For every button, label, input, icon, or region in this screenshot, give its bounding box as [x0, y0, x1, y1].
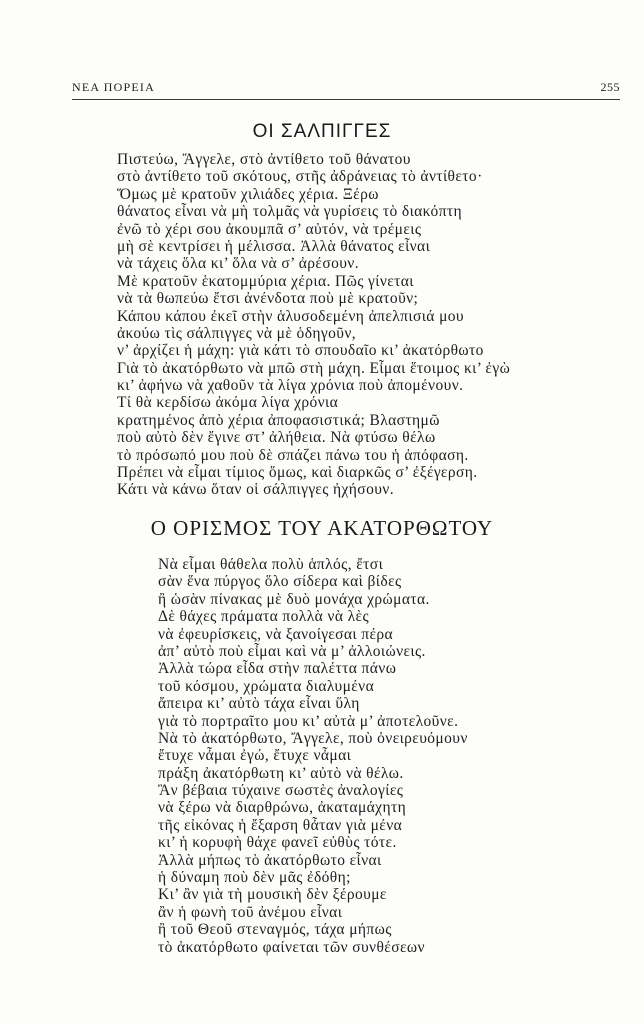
- poem-line: ἄπειρα κι’ αὐτὸ τάχα εἶναι ὕλη: [158, 695, 360, 713]
- poem-line: ποὺ αὐτὸ δὲν ἔγινε στ’ ἀλήθεια. Νὰ φτύσω θέλω: [117, 429, 436, 447]
- poem-line: ἢ τοῦ Θεοῦ στεναγμός, τάχα μήπως: [158, 921, 392, 939]
- page-number: 255: [600, 80, 620, 94]
- poem-line: Νὰ τὸ ἀκατόρθωτο, Ἄγγελε, ποὺ ὀνειρευόμουν: [158, 729, 468, 747]
- poem-line: Ἀλλὰ μήπως τὸ ἀκατόρθωτο εἶναι: [158, 851, 382, 869]
- poem-line: Πιστεύω, Ἄγγελε, στὸ ἀντίθετο τοῦ θάνατου: [117, 151, 411, 168]
- poem-line: Νὰ εἶμαι θάθελα πολὺ ἁπλός, ἔτσι: [158, 556, 384, 573]
- poem-line: Κάτι νὰ κάνω ὅταν οἱ σάλπιγγες ἠχήσουν.: [117, 481, 394, 499]
- poem-line: στὸ ἀντίθετο τοῦ σκότους, στῆς ἀδράνειας τὸ ἀντίθετο·: [117, 168, 483, 186]
- poem-line: Γιὰ τὸ ἀκατόρθωτο νὰ μπῶ στὴ μάχη. Εἶμαι ἕτοιμος κι’ ἐγὼ: [117, 359, 511, 377]
- poem-body: [158, 556, 468, 956]
- poem-line: ἡ δύναμη ποὺ δὲν μᾶς ἐδόθη;: [158, 869, 351, 887]
- poem-line: Ἂν βέβαια τύχαινε σωστὲς ἀναλογίες: [158, 782, 404, 800]
- poem-line: Πρέπει νὰ εἶμαι τίμιος ὅμως, καὶ διαρκῶς σ’ ἐξέγερση.: [117, 464, 478, 482]
- poem-line: ἢ ὡσὰν πίνακας μὲ δυὸ μονάχα χρώματα.: [158, 590, 430, 608]
- poem-line: Ὅμως μὲ κρατοῦν χιλιάδες χέρια. Ξέρω: [117, 185, 379, 203]
- poem-line: Κάπου κάπου ἐκεῖ στὴν ἁλυσοδεμένη ἀπελπισιά μου: [117, 307, 465, 325]
- poem-line: ν’ ἀρχίζει ἡ μάχη: γιὰ κάτι τὸ σπουδαῖο κι’ ἀκατόρθωτο: [117, 342, 484, 360]
- poem-line: ἂν ἡ φωνὴ τοῦ ἀνέμου εἶναι: [158, 903, 343, 921]
- poem-line: θάνατος εἶναι νὰ μὴ τολμᾶς νὰ γυρίσεις τὸ διακόπτη: [117, 203, 463, 221]
- poem-line: τὸ πρόσωπό μου ποὺ δὲ σπάζει πάνω του ἡ ἀπόφαση.: [117, 446, 469, 464]
- poem-line: Ἀλλὰ τώρα εἶδα στὴν παλέττα πάνω: [158, 660, 397, 678]
- poem-line: τὸ ἀκατόρθωτο φαίνεται τῶν συνθέσεων: [158, 938, 425, 956]
- poem-line: νὰ τάχεις ὅλα κι’ ὅλα νὰ σ’ ἀρέσουν.: [117, 255, 359, 273]
- poem-line: τῆς εἰκόνας ἡ ἔξαρση θἆταν γιὰ μένα: [158, 816, 403, 834]
- poem-line: Τί θὰ κερδίσω ἀκόμα λίγα χρόνια: [117, 394, 339, 412]
- running-head-journal-title: ΝΕΑ ΠΟΡΕΙΑ: [72, 80, 155, 94]
- poem-line: ἀπ’ αὐτὸ ποὺ εἶμαι καὶ νὰ μ’ ἀλλοιώνεις.: [158, 642, 426, 660]
- poem-line: νὰ ἐφευρίσκεις, νὰ ξανοίγεσαι πέρα: [158, 625, 394, 643]
- poem-line: ἔτυχε νἆμαι ἐγώ, ἔτυχε νἆμαι: [158, 747, 352, 765]
- poem-line: Μὲ κρατοῦν ἑκατομμύρια χέρια. Πῶς γίνεται: [117, 272, 414, 290]
- poem-line: κρατημένος ἀπὸ χέρια ἀποφασιστικά; Βλαστημῶ: [117, 411, 440, 429]
- poem-line: γιὰ τὸ πορτραῖτο μου κι’ αὐτὰ μ’ ἀποτελοῦνε.: [158, 712, 459, 730]
- poem-line: σὰν ἕνα πύργος ὅλο σίδερα καὶ βίδες: [158, 573, 402, 591]
- poem-title: ΟΙ ΣΑΛΠΙΓΓΕΣ: [252, 121, 392, 142]
- header-rule: [72, 99, 620, 100]
- poem-line: νὰ τὰ θωπεύω ἔτσι ἀνένδοτα ποὺ μὲ κρατοῦν;: [117, 290, 419, 308]
- poem-line: ἐνῶ τὸ χέρι σου ἀκουμπᾶ σ’ αὐτόν, νὰ τρέμεις: [117, 220, 422, 238]
- poem-line: νὰ ξέρω νὰ διαρθρώνω, ἀκαταμάχητη: [158, 799, 407, 817]
- poem-title: Ο ΟΡΙΣΜΟΣ ΤΟΥ ΑΚΑΤΟΡΘΩΤΟΥ: [150, 516, 494, 540]
- poem-line: πράξη ἀκατόρθωτη κι’ αὐτὸ νὰ θέλω.: [158, 764, 404, 782]
- poem-line: μὴ σὲ κεντρίσει ἡ μέλισσα. Ἀλλὰ θάνατος εἶναι: [117, 237, 431, 255]
- poem-body: [117, 151, 510, 499]
- poem-line: Δὲ θάχες πράματα πολλὰ νὰ λὲς: [158, 608, 370, 626]
- poem-line: Κι’ ἂν γιὰ τὴ μουσικὴ δὲν ξέρουμε: [158, 886, 387, 904]
- poem-line: κι’ ἡ κορυφὴ θάχε φανεῖ εὐθὺς τότε.: [158, 834, 397, 852]
- poem-line: κι’ ἀφήνω νὰ χαθοῦν τὰ λίγα χρόνια ποὺ ἀπομένουν.: [117, 377, 464, 395]
- poem-line: ἀκούω τὶς σάλπιγγες νὰ μὲ ὁδηγοῦν,: [117, 324, 357, 342]
- poem-line: τοῦ κόσμου, χρώματα διαλυμένα: [158, 677, 375, 695]
